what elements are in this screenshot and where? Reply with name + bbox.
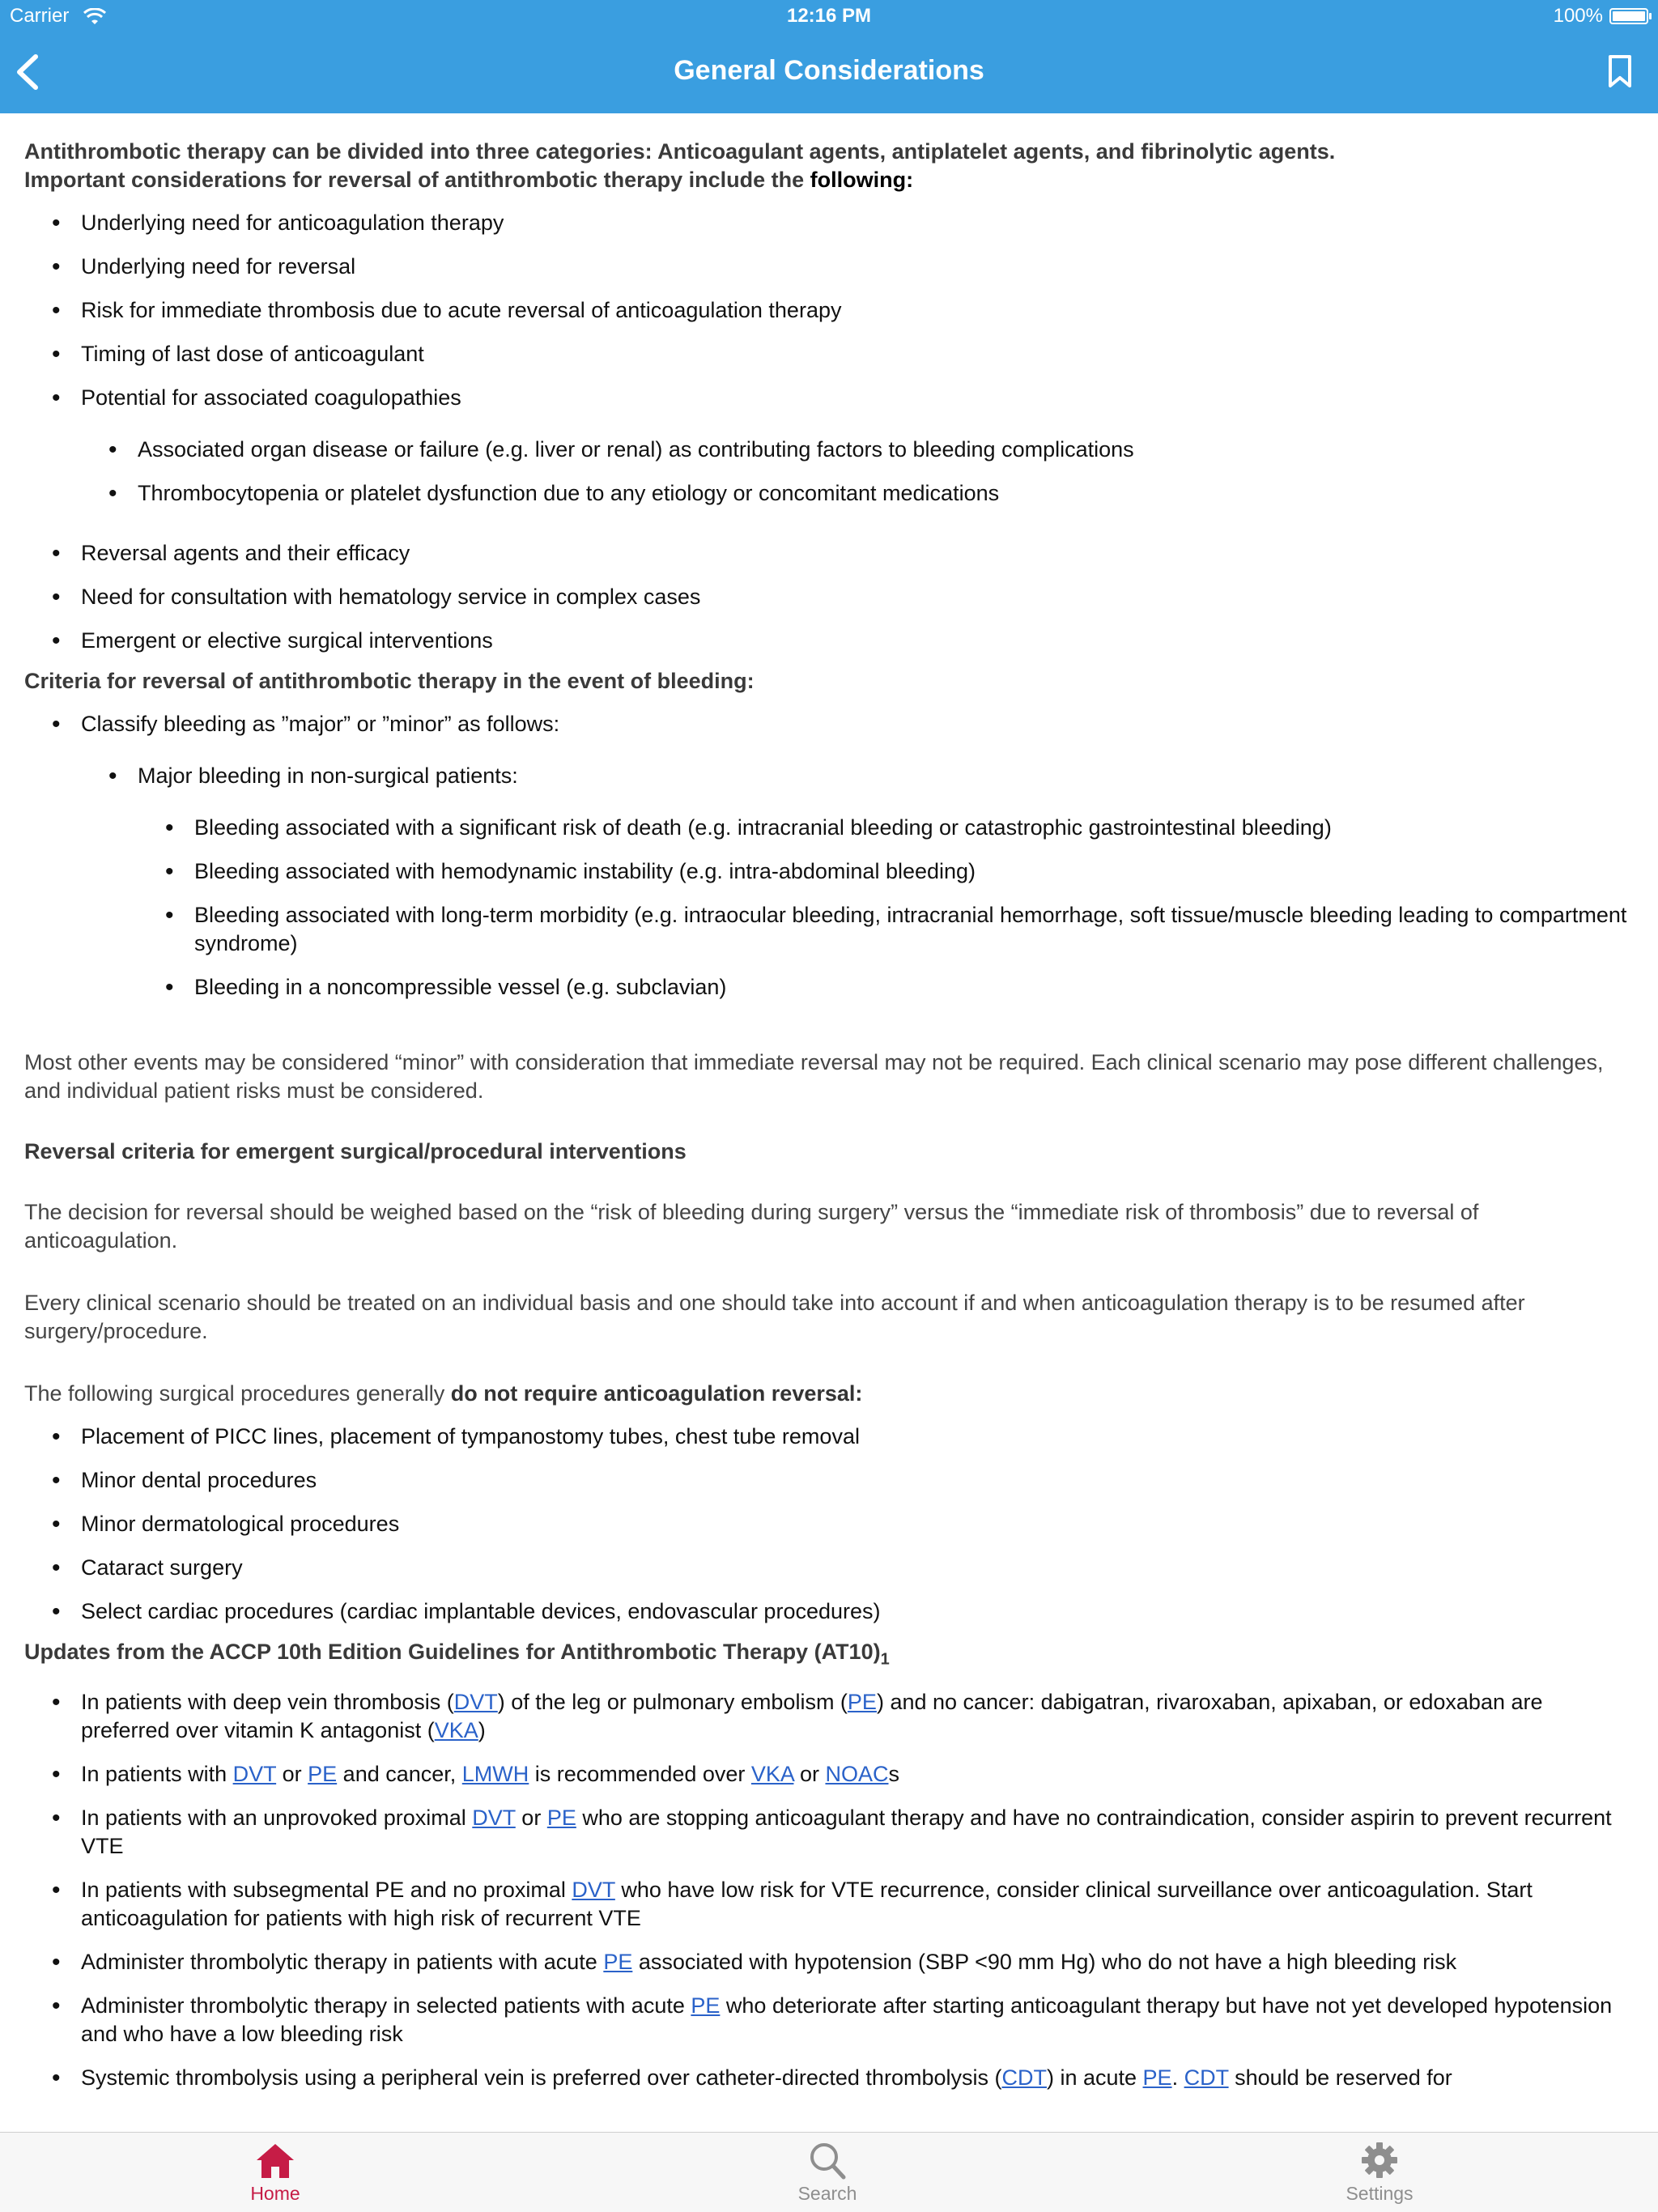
list-item: • Thrombocytopenia or platelet dysfunction due to any etiology or concomitant medications — [24, 479, 1634, 508]
tab-bar — [0, 2132, 1658, 2212]
pe-link[interactable]: PE — [1142, 2065, 1172, 2091]
list-item: • Minor dental procedures — [24, 1466, 1634, 1495]
cdt-link[interactable]: CDT — [1001, 2065, 1047, 2091]
scenario-text: Every clinical scenario should be treated on an individual basis and one should take into account if and when anticoagulation therapy is to be resumed after surgery/procedure. — [24, 1291, 1525, 1343]
pe-link[interactable]: PE — [546, 1806, 576, 1831]
procedures-list — [24, 1423, 1634, 1626]
intro-line-2: Important considerations for reversal of antithrombotic therapy include the — [24, 168, 810, 192]
minor-text: Most other events may be considered “minor” with consideration that immediate reversal may not be required. Each clinical scenario may pose different challenges, and individual patient risks must be considered. — [24, 1050, 1604, 1103]
list-item: • Reversal agents and their efficacy — [24, 539, 1634, 568]
list-item: • In patients with subsegmental PE and no proximal DVT who have low risk for VTE recurrence, consider clinical surveillance over anticoagulation. Start anticoagulation for patients with high risk of recurrent VTE — [24, 1876, 1634, 1933]
vka-link[interactable]: VKA — [434, 1718, 478, 1743]
list-item: • Minor dermatological procedures — [24, 1510, 1634, 1538]
list-item: • Cataract surgery — [24, 1554, 1634, 1582]
carrier-label: Carrier — [10, 5, 70, 27]
status-time: 12:16 PM — [786, 5, 872, 27]
list-item: • Select cardiac procedures (cardiac implantable devices, endovascular procedures) — [24, 1597, 1634, 1626]
list-item: • In patients with DVT or PE and cancer, LMWH is recommended over VKA or NOACs — [24, 1760, 1634, 1789]
tab-home-label: Home — [250, 2183, 300, 2204]
cdt-link[interactable]: CDT — [1184, 2065, 1229, 2091]
tab-settings-label: Settings — [1346, 2183, 1414, 2204]
dvt-link[interactable]: DVT — [472, 1806, 516, 1831]
updates-heading-text: Updates from the ACCP 10th Edition Guidelines for Antithrombotic Therapy (AT10) — [24, 1640, 881, 1664]
search-icon — [806, 2141, 849, 2180]
tab-search[interactable] — [763, 2141, 892, 2205]
major-items-list — [24, 814, 1634, 1002]
list-item: • Bleeding associated with hemodynamic instability (e.g. intra-abdominal bleeding) — [24, 857, 1634, 886]
article-content — [24, 130, 1634, 2092]
list-item: • Major bleeding in non-surgical patients: — [24, 762, 1634, 790]
classify-list — [24, 710, 1634, 738]
list-item: • Timing of last dose of anticoagulant — [24, 340, 1634, 368]
list-item: • Potential for associated coagulopathies — [24, 384, 1634, 412]
following-text — [24, 1380, 1634, 1408]
following-prefix: The following surgical procedures generally — [24, 1381, 451, 1406]
list-item: • Underlying need for anticoagulation therapy — [24, 209, 1634, 237]
considerations-list — [24, 209, 1634, 412]
intro-text — [24, 138, 1634, 194]
surgical-heading: Reversal criteria for emergent surgical/procedural interventions — [24, 1139, 687, 1163]
pe-link[interactable]: PE — [308, 1762, 338, 1787]
list-item: • Bleeding in a noncompressible vessel (e.g. subclavian) — [24, 973, 1634, 1002]
following-bold: do not require anticoagulation reversal: — [450, 1381, 863, 1406]
major-list — [24, 762, 1634, 790]
pe-link[interactable]: PE — [691, 1993, 721, 2018]
list-item: • Placement of PICC lines, placement of tympanostomy tubes, chest tube removal — [24, 1423, 1634, 1451]
dvt-link[interactable]: DVT — [453, 1690, 498, 1715]
list-item: • Administer thrombolytic therapy in selected patients with acute PE who deteriorate after starting anticoagulant therapy but have not yet developed hypotension and who have a low bleeding risk — [24, 1992, 1634, 2048]
lmwh-link[interactable]: LMWH — [461, 1762, 529, 1787]
list-item: • In patients with an unprovoked proximal DVT or PE who are stopping anticoagulant therapy and have no contraindication, consider aspirin to prevent recurrent VTE — [24, 1804, 1634, 1861]
updates-heading — [24, 1638, 1634, 1674]
list-item: • Classify bleeding as ”major” or ”minor” as follows: — [24, 710, 1634, 738]
coagulopathies-list — [24, 436, 1634, 508]
gear-icon — [1358, 2141, 1401, 2180]
noac-link[interactable]: NOAC — [825, 1762, 889, 1787]
pe-link[interactable]: PE — [847, 1690, 877, 1715]
list-item: • Systemic thrombolysis using a peripheral vein is preferred over catheter-directed thrombolysis (CDT) in acute PE. CDT should be reserved for — [24, 2064, 1634, 2092]
dvt-link[interactable]: DVT — [232, 1762, 277, 1787]
status-battery — [1554, 5, 1648, 28]
home-icon — [253, 2141, 297, 2180]
updates-list — [24, 1688, 1634, 2092]
list-item: • Risk for immediate thrombosis due to acute reversal of anticoagulation therapy — [24, 296, 1634, 325]
dvt-link[interactable]: DVT — [572, 1878, 615, 1903]
tab-settings[interactable] — [1315, 2141, 1444, 2205]
list-item: • Administer thrombolytic therapy in patients with acute PE associated with hypotension (SBP <90 mm Hg) who do not have a high bleeding risk — [24, 1948, 1634, 1976]
considerations-list-2 — [24, 539, 1634, 655]
pe-link[interactable]: PE — [603, 1950, 633, 1975]
list-item: • Underlying need for reversal — [24, 253, 1634, 281]
bookmark-icon[interactable] — [1606, 53, 1634, 89]
navigation-bar — [0, 0, 1658, 113]
vka-link[interactable]: VKA — [750, 1762, 794, 1787]
decision-text: The decision for reversal should be weighed based on the “risk of bleeding during surgery” versus the “immediate risk of thrombosis” due to reversal of anticoagulation. — [24, 1200, 1479, 1253]
list-item: • Emergent or elective surgical interventions — [24, 627, 1634, 655]
footnote-ref[interactable]: 1 — [880, 1650, 890, 1669]
list-item: • Associated organ disease or failure (e.g. liver or renal) as contributing factors to bleeding complications — [24, 436, 1634, 464]
list-item: • In patients with deep vein thrombosis (DVT) of the leg or pulmonary embolism (PE) and no cancer: dabigatran, rivaroxaban, apixaban, or edoxaban are preferred over vitamin K antagonist (VKA) — [24, 1688, 1634, 1745]
intro-following: following: — [810, 168, 914, 192]
tab-search-label: Search — [797, 2183, 857, 2204]
battery-percent: 100% — [1553, 5, 1603, 27]
battery-icon — [1609, 8, 1648, 24]
list-item: • Need for consultation with hematology service in complex cases — [24, 583, 1634, 611]
page-title: General Considerations — [674, 55, 984, 86]
intro-line-1: Antithrombotic therapy can be divided into three categories: Anticoagulant agents, antiplatelet agents, and fibrinolytic agents. — [24, 139, 1336, 164]
list-item: • Bleeding associated with a significant risk of death (e.g. intracranial bleeding or catastrophic gastrointestinal bleeding) — [24, 814, 1634, 842]
list-item: • Bleeding associated with long-term morbidity (e.g. intraocular bleeding, intracranial hemorrhage, soft tissue/muscle bleeding leading to compartment syndrome) — [24, 901, 1634, 958]
criteria-heading: Criteria for reversal of antithrombotic therapy in the event of bleeding: — [24, 669, 755, 693]
tab-home[interactable] — [210, 2141, 340, 2205]
